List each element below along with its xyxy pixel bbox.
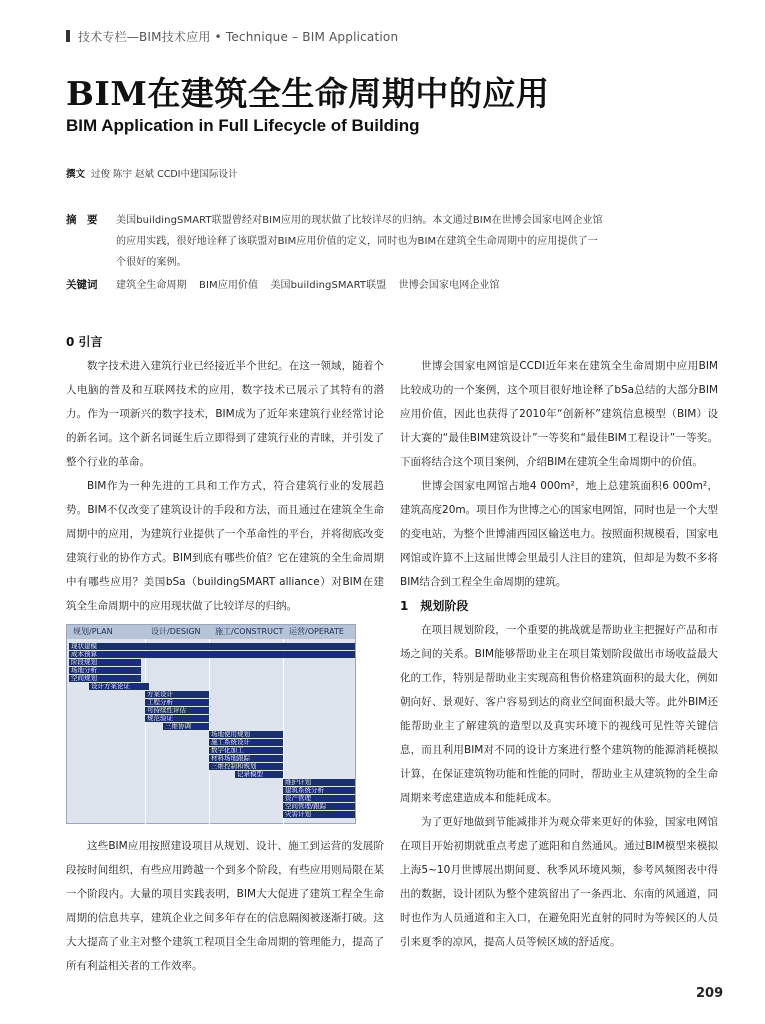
right-column [400,354,718,954]
keyword: BIM应用价值 [198,280,259,291]
abstract-line: 的应用实践，很好地诠释了该联盟对BIM应用价值的定义，同时也为BIM在建筑全生命周期中的应用提供了一 [116,236,598,247]
paragraph: 在项目规划阶段，一个重要的挑战就是帮助业主把握好产品和市场之间的关系。BIM能够帮助业主在项目策划阶段做出市场收益最大化的工作，特别是帮助业主实现高租售价格建筑面积的最大化，例如朝向好、景观好、客户容易到达的商业空间面积最大等。此外BIM还能帮助业主了解建筑的造型以及真实环境下的视线可见性等关键信息，而且利用BIM对不同的设计方案进行整个建筑物的能源消耗模拟计算，在保证建筑物功能和性能的同时，帮助业主从建筑物的全生命周期来考虑建造成本和能耗成本。 [400,624,718,804]
keyword: 建筑全生命周期 [116,280,187,291]
figure-item-label: 维护计划 [285,778,311,786]
authors-line [66,166,237,180]
bim-application-figure [66,624,356,824]
figure-item-label: 空间管理/跟踪 [285,802,327,810]
figure-bar [69,651,355,658]
abstract-label: 摘 要 [66,214,98,226]
paragraph: 数字技术进入建筑行业已经接近半个世纪。在这一领域，随着个人电脑的普及和互联网技术的应用，数字技术已展示了其特有的潜力。作为一项新兴的数字技术，BIM成为了近年来建筑行业经常讨论的新名词。这个新名词诞生后立即得到了建筑行业的青睐，并引发了整个行业的革命。 [66,360,384,468]
abstract-line: 个很好的案例。 [116,257,187,268]
figure-item-label: 工程分析 [147,698,173,706]
paragraph: 世博会国家电网馆占地4 000m²，地上总建筑面积6 000m²，建筑高度20m。项目作为世博之心的国家电网馆，同时也是一个大型的变电站，为整个世博浦西园区输送电力。按照面积规模看，国家电网馆或许算不上这届世博会里最引人注目的建筑，但却是为数不多将BIM结合到工程全生命周期的建筑。 [400,480,718,588]
figure-item-label: 材料场地跟踪 [211,754,250,762]
figure-item-label: 灾害计划 [285,810,311,818]
header-bar-icon [66,30,70,42]
article-subtitle: BIM Application in Full Lifecycle of Building [66,116,420,135]
abstract-text [116,210,636,273]
keywords-list [116,275,636,296]
paragraph: BIM作为一种先进的工具和工作方式，符合建筑行业的发展趋势。BIM不仅改变了建筑设计的手段和方法，而且通过在建筑全生命周期中的应用，为建筑行业提供了一个革命性的平台，并将彻底改变建筑行业的协作方式。BIM到底有哪些价值？它在建筑的全生命周期中有哪些应用？美国bSa（buildingSMART alliance）对BIM在建筑全生命周期中的应用现状做了比较详尽的归纳。 [66,480,384,612]
keywords-row [66,275,706,296]
figure-item-label: 数字化加工 [211,746,244,754]
figure-item-label: 场地分析 [71,666,97,674]
figure-gridline [145,639,146,825]
figure-item-label: 阶段规划 [71,658,97,666]
keyword: 世博会国家电网企业馆 [398,280,500,291]
figure-item-label: 可持续性评估 [147,706,186,714]
figure-phase-label: 施工/CONSTRUCT [215,627,284,636]
abstract-row [66,210,706,273]
page-number: 209 [696,986,724,1001]
figure-item-label: 空间规划 [71,674,97,682]
figure-item-label: 资产管理 [285,794,311,802]
figure-phase-label: 设计/DESIGN [151,627,201,636]
figure-phase-label: 规划/PLAN [73,627,113,636]
figure-item-label: 施工系统设计 [211,738,250,746]
paragraph: 世博会国家电网馆是CCDI近年来在建筑全生命周期中应用BIM比较成功的一个案例，这个项目很好地诠释了bSa总结的大部分BIM应用价值，因此也获得了2010年“创新杯”建筑信息模型（BIM）设计大赛的“最佳BIM建筑设计”一等奖和“最佳BIM工程设计”一等奖。下面将结合这个项目案例，介绍BIM在建筑全生命周期中的价值。 [400,360,718,468]
authors-label: 撰文 [66,169,86,180]
left-column [66,354,384,618]
abstract-block [66,210,706,296]
keyword: 美国buildingSMART联盟 [270,280,387,291]
header-text: 技术专栏—BIM技术应用 • Technique – BIM Application [78,30,399,44]
figure-phase-label: 运营/OPERATE [289,627,344,636]
left-column-bottom [66,834,384,978]
figure-item-label: 成本预算 [71,650,97,658]
paragraph: 为了更好地做到节能减排并为观众带来更好的体验，国家电网馆在项目开始初期就重点考虑了遮阳和自然通风。通过BIM模型来模拟上海5~10月世博展出期间夏、秋季风环境风频，参考风频图表中得出的数据，设计团队为整个建筑留出了一条西北、东南的风通道，同时也作为人员通道和主入口，在避免阳光直射的同时为等候区的人员引来夏季的凉风，提高人员等候区域的舒适度。 [400,816,718,948]
keywords-label: 关键词 [66,279,98,291]
abstract-line: 美国buildingSMART联盟曾经对BIM应用的现状做了比较详尽的归纳。本文通过BIM在世博会国家电网企业馆 [116,215,603,226]
figure-item-label: 建筑系统分析 [285,786,324,794]
authors-names: 过俊 陈宇 赵斌 CCDI中建国际设计 [91,169,238,180]
figure-item-label: 场地使用规划 [211,730,250,738]
paragraph: 这些BIM应用按照建设项目从规划、设计、施工到运营的发展阶段按时间组织，有些应用跨越一个到多个阶段，有些应用则局限在某一个阶段内。大量的项目实践表明，BIM大大促进了建筑工程全生命周期的信息共享，建筑企业之间多年存在的信息隔阂被逐渐打破。这大大提高了业主对整个建筑工程项目全生命周期的管理能力，提高了所有利益相关者的工作效率。 [66,840,384,972]
section-0-title: 0 引言 [66,335,103,349]
section-1-title: 1 规划阶段 [400,599,469,613]
figure-item-label: 方案设计 [147,690,173,698]
figure-item-label: 三维控制和规划 [211,762,257,770]
figure-item-label: 设计方案论证 [91,682,130,690]
figure-item-label: 现状建模 [71,642,97,650]
running-header [66,28,398,45]
figure-item-label: 三维协调 [165,722,191,730]
figure-bar [69,643,355,650]
figure-item-label: 规范验证 [147,714,173,722]
figure-item-label: 记录模型 [237,770,263,778]
article-title: BIM在建筑全生命周期中的应用 [66,74,550,113]
